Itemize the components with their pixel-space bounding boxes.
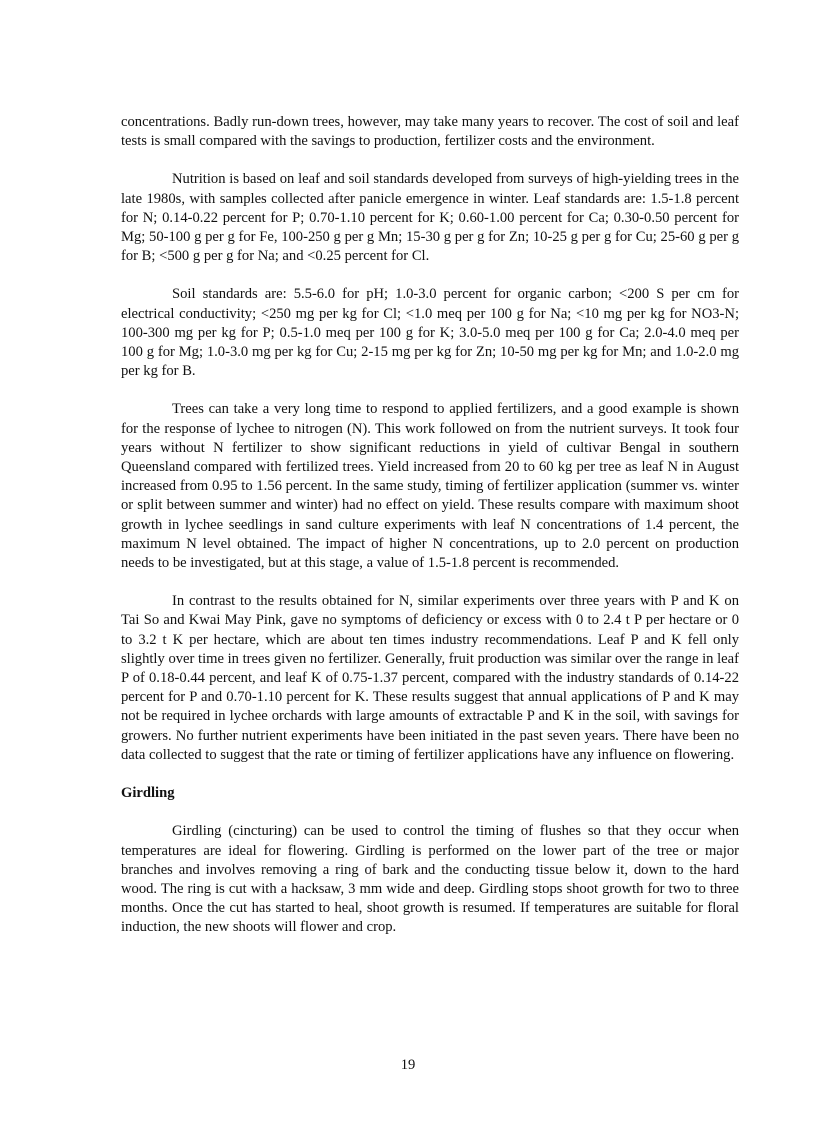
section-heading-girdling: Girdling — [121, 785, 175, 802]
page-number: 19 — [400, 1057, 416, 1073]
paragraph-soil-standards: Soil standards are: 5.5-6.0 for pH; 1.0-3.0 percent for organic carbon; <200 S per cm for electrical conductivity; <250 mg per kg for Cl; <1.0 meq per 100 g for Na; <10 mg per kg for NO3-N; 100-300 mg per kg for P; 0.5-1.0 meq per 100 g for K; 3.0-5.0 meq per 100 g for Ca; 2.0-4.0 meq per 100 g for Mg; 1.0-3.0 mg per kg for Cu; 2-15 mg per kg for Zn; 10-50 mg per kg for Mn; and 1.0-2.0 mg per kg for B. — [121, 286, 739, 380]
document-page — [121, 113, 739, 957]
paragraph-p-k-experiments: In contrast to the results obtained for N, similar experiments over three years with P and K on Tai So and Kwai May Pink, gave no symptoms of deficiency or excess with 0 to 2.4 t P per hectare or 0 to 3.2 t K per hectare, which are about ten times industry recommendations. Leaf P and K fell only slightly over time in trees given no fertilizer. Generally, fruit production was similar over the range in leaf P of 0.18-0.44 percent, and leaf K of 0.75-1.37 percent, compared with the industry standards of 0.14-22 percent for P and 0.70-1.10 percent for K. These results suggest that annual applications of P and K may not be required in lychee orchards with large amounts of extractable P and K in the soil, with savings for growers. No further nutrient experiments have been initiated in the past seven years. There have been no data collected to suggest that the rate or timing of fertilizer applications have any influence on flowering. — [121, 593, 739, 763]
paragraph-nitrogen-response: Trees can take a very long time to respond to applied fertilizers, and a good example is shown for the response of lychee to nitrogen (N). This work followed on from the nutrient surveys. It took four years without N fertilizer to show significant reductions in yield of cultivar Bengal in southern Queensland compared with fertilized trees. Yield increased from 20 to 60 kg per tree as leaf N in August increased from 0.95 to 1.56 percent. In the same study, timing of fertilizer application (summer vs. winter or split between summer and winter) had no effect on yield. These results compare with maximum shoot growth in lychee seedlings in sand culture experiments with leaf N concentrations of 1.4 percent, the maximum N level obtained. The impact of higher N concentrations, up to 2.0 percent on production needs to be investigated, but at this stage, a value of 1.5-1.8 percent is recommended. — [121, 401, 739, 572]
paragraph-leaf-standards: Nutrition is based on leaf and soil standards developed from surveys of high-yielding trees in the late 1980s, with samples collected after panicle emergence in winter. Leaf standards are: 1.5-1.8 percent for N; 0.14-0.22 percent for P; 0.70-1.10 percent for K; 0.60-1.00 percent for Ca; 0.30-0.50 percent for Mg; 50-100 g per g for Fe, 100-250 g per g Mn; 15-30 g per g for Zn; 10-25 g per g for Cu; 25-60 g per g for B; <500 g per g for Na; and <0.25 percent for Cl. — [121, 171, 739, 265]
paragraph-intro-continuation: concentrations. Badly run-down trees, however, may take many years to recover. The cost of soil and leaf tests is small compared with the savings to production, fertilizer costs and the environment. — [121, 114, 739, 150]
paragraph-girdling: Girdling (cincturing) can be used to control the timing of flushes so that they occur when temperatures are ideal for flowering. Girdling is performed on the lower part of the tree or major branches and involves removing a ring of bark and the conducting tissue below it, down to the hard wood. The ring is cut with a hacksaw, 3 mm wide and deep. Girdling stops shoot growth for two to three months. Once the cut has started to heal, shoot growth is resumed. If temperatures are suitable for floral induction, the new shoots will flower and crop. — [121, 823, 739, 936]
